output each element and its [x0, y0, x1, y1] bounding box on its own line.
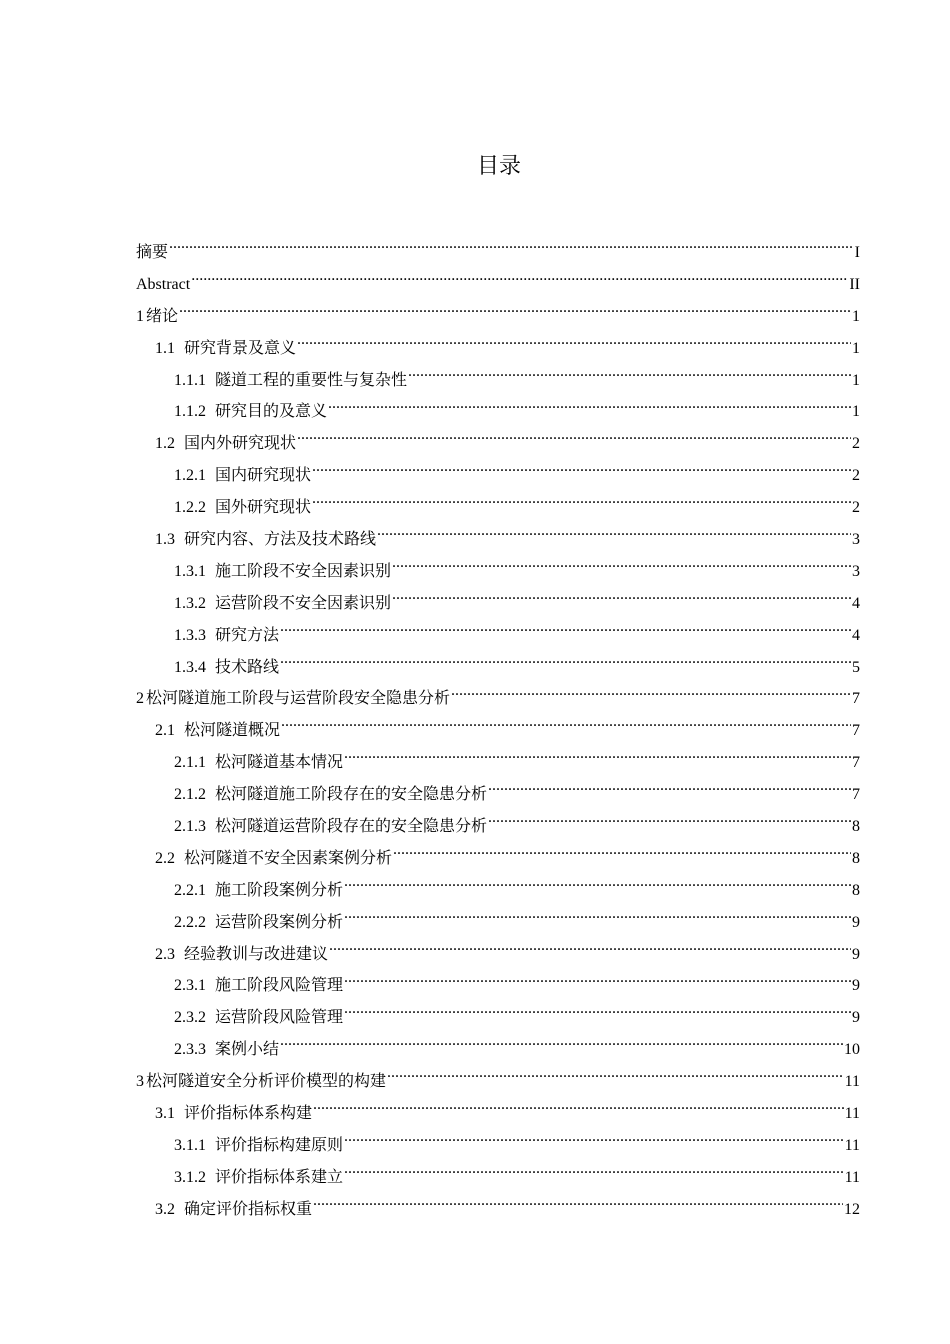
toc-entry-title: 研究方法	[215, 626, 280, 644]
toc-entry-title: 技术路线	[215, 658, 280, 676]
toc-entry-page-number: 2	[852, 435, 860, 453]
toc-entry-number: 2.1.1	[174, 754, 206, 772]
toc-entry[interactable]	[136, 396, 860, 428]
dot-leader	[377, 528, 851, 544]
toc-entry-title: 国外研究现状	[215, 499, 312, 517]
toc-entry-page-number: 3	[852, 562, 860, 580]
toc-entry-number: 2.1.2	[174, 786, 206, 804]
toc-entry-title: 隧道工程的重要性与复杂性	[215, 371, 408, 389]
dot-leader	[488, 815, 851, 831]
dot-leader	[344, 1134, 844, 1150]
toc-entry[interactable]	[136, 428, 860, 460]
toc-entry-page-number: 4	[852, 594, 860, 612]
toc-entry-title: 经验教训与改进建议	[184, 945, 329, 963]
toc-entry[interactable]	[136, 652, 860, 684]
toc-entry[interactable]	[136, 747, 860, 779]
toc-entry-number: 2.3.3	[174, 1041, 206, 1059]
toc-entry-number: 1.1	[155, 339, 175, 357]
toc-entry-page-number: 4	[852, 626, 860, 644]
toc-entry[interactable]	[136, 1194, 860, 1226]
toc-entry[interactable]	[136, 333, 860, 365]
dot-leader	[329, 943, 851, 959]
toc-entry[interactable]	[136, 301, 860, 333]
toc-entry-number: 1.2.1	[174, 467, 206, 485]
dot-leader	[191, 273, 848, 289]
toc-entry-page-number: 9	[852, 945, 860, 963]
toc-entry[interactable]	[136, 1002, 860, 1034]
toc-entry-page-number: 1	[852, 307, 860, 325]
toc-entry[interactable]	[136, 1098, 860, 1130]
toc-entry-page-number: 7	[852, 786, 860, 804]
toc-entry-title: 评价指标体系构建	[184, 1105, 313, 1123]
dot-leader	[408, 369, 851, 385]
toc-entry-page-number: 11	[844, 1073, 860, 1091]
toc-entry[interactable]	[136, 811, 860, 843]
toc-entry-page-number: 1	[852, 371, 860, 389]
toc-entry-title: 案例小结	[215, 1041, 280, 1059]
toc-entry-title: 评价指标构建原则	[215, 1136, 344, 1154]
toc-entry-number: 1.2	[155, 435, 175, 453]
toc-entry-title: 运营阶段风险管理	[215, 1009, 344, 1027]
dot-leader	[281, 719, 851, 735]
dot-leader	[392, 592, 851, 608]
toc-entry[interactable]	[136, 237, 860, 269]
toc-entry-page-number: 1	[852, 339, 860, 357]
toc-entry-number: 2.2.2	[174, 913, 206, 931]
dot-leader	[280, 1038, 843, 1054]
toc-entry-title: 研究目的及意义	[215, 403, 328, 421]
dot-leader	[387, 1070, 844, 1086]
toc-entry[interactable]	[136, 843, 860, 875]
dot-leader	[313, 1102, 844, 1118]
dot-leader	[297, 432, 851, 448]
toc-entry[interactable]	[136, 1162, 860, 1194]
dot-leader	[169, 241, 854, 257]
toc-entry-page-number: 7	[852, 690, 860, 708]
toc-entry-title: 施工阶段不安全因素识别	[215, 562, 392, 580]
toc-entry-number: 2.3.2	[174, 1009, 206, 1027]
dot-leader	[280, 656, 851, 672]
toc-entry-page-number: 5	[852, 658, 860, 676]
toc-entry-number: 3	[136, 1073, 144, 1091]
toc-entry[interactable]	[136, 715, 860, 747]
toc-entry-page-number: 7	[852, 722, 860, 740]
dot-leader	[297, 337, 851, 353]
toc-entry-page-number: 3	[852, 531, 860, 549]
toc-entry-page-number: 8	[852, 881, 860, 899]
toc-entry-number: 1.3.4	[174, 658, 206, 676]
toc-entry[interactable]	[136, 939, 860, 971]
toc-entry-page-number: 7	[852, 754, 860, 772]
toc-entry-title: 松河隧道概况	[184, 722, 281, 740]
toc-entry[interactable]	[136, 365, 860, 397]
dot-leader	[179, 305, 851, 321]
toc-entry-number: 2.3.1	[174, 977, 206, 995]
toc-entry-title: 确定评价指标权重	[184, 1200, 313, 1218]
toc-entry-title: 国内研究现状	[215, 467, 312, 485]
toc-entry-number: 2.2	[155, 849, 175, 867]
toc-entry[interactable]	[136, 588, 860, 620]
toc-entry-number: 1.3.2	[174, 594, 206, 612]
toc-entry-title: 施工阶段案例分析	[215, 881, 344, 899]
toc-entry-number: 2.2.1	[174, 881, 206, 899]
toc-entry-page-number: 10	[844, 1041, 860, 1059]
toc-entry-number: 2	[136, 690, 144, 708]
toc-entry-number: 3.2	[155, 1200, 175, 1218]
toc-entry-page-number: 2	[852, 499, 860, 517]
toc-entry[interactable]	[136, 492, 860, 524]
dot-leader	[344, 751, 851, 767]
toc-entry-title: 松河隧道施工阶段与运营阶段安全隐患分析	[146, 690, 451, 708]
toc-entry-page-number: 11	[844, 1105, 860, 1123]
toc-entry-title: 摘要	[136, 244, 169, 261]
toc-entry-page-number: 1	[852, 403, 860, 421]
toc-entry-title: 松河隧道安全分析评价模型的构建	[146, 1073, 387, 1091]
toc-entry[interactable]	[136, 1130, 860, 1162]
dot-leader	[393, 847, 851, 863]
toc-entry-page-number: 9	[852, 1009, 860, 1027]
toc-entry-title: 松河隧道施工阶段存在的安全隐患分析	[215, 786, 488, 804]
toc-entry-page-number: 11	[844, 1168, 860, 1186]
toc-entry-number: 1.1.2	[174, 403, 206, 421]
page-title: 目录	[476, 154, 521, 179]
toc-entry-number: 3.1	[155, 1105, 175, 1123]
dot-leader	[488, 783, 851, 799]
toc-entry-page-number: 8	[852, 818, 860, 836]
toc-entry[interactable]	[136, 1034, 860, 1066]
dot-leader	[313, 1198, 843, 1214]
toc-entry-number: 1.3	[155, 531, 175, 549]
toc-entry-title: 国内外研究现状	[184, 435, 297, 453]
toc-entry-number: 1	[136, 307, 144, 325]
toc-entry-page-number: 11	[844, 1136, 860, 1154]
toc-entry-title: 施工阶段风险管理	[215, 977, 344, 995]
dot-leader	[344, 1166, 844, 1182]
toc-entry-number: 1.3.3	[174, 626, 206, 644]
toc-entry-number: 3.1.2	[174, 1168, 206, 1186]
toc-entry-title: 评价指标体系建立	[215, 1168, 344, 1186]
toc-entry[interactable]	[136, 779, 860, 811]
toc-entry-number: 2.3	[155, 945, 175, 963]
toc-entry[interactable]	[136, 907, 860, 939]
dot-leader	[344, 879, 851, 895]
toc-entry[interactable]	[136, 970, 860, 1002]
dot-leader	[451, 687, 851, 703]
toc-entry[interactable]	[136, 875, 860, 907]
dot-leader	[344, 911, 851, 927]
dot-leader	[312, 496, 851, 512]
toc-entry[interactable]	[136, 620, 860, 652]
toc-entry[interactable]	[136, 269, 860, 301]
toc-entry-page-number: II	[849, 275, 860, 293]
dot-leader	[392, 560, 851, 576]
toc-entry-title: 绪论	[146, 307, 179, 325]
toc-entry-number: 2.1.3	[174, 818, 206, 836]
toc-entry-title: Abstract	[136, 275, 191, 293]
toc-entry-title: 松河隧道不安全因素案例分析	[184, 849, 393, 867]
toc-entry-page-number: 12	[844, 1200, 860, 1218]
toc-entry-title: 运营阶段不安全因素识别	[215, 594, 392, 612]
toc-entry-number: 1.2.2	[174, 499, 206, 517]
dot-leader	[280, 624, 851, 640]
toc-entry-page-number: 2	[852, 467, 860, 485]
toc-entry-title: 松河隧道基本情况	[215, 754, 344, 772]
toc-entry[interactable]	[136, 460, 860, 492]
toc-entry[interactable]	[136, 524, 860, 556]
toc-entry[interactable]	[136, 556, 860, 588]
toc-entry-number: 3.1.1	[174, 1136, 206, 1154]
toc-entry-page-number: 9	[852, 977, 860, 995]
toc-entry-number: 2.1	[155, 722, 175, 740]
dot-leader	[312, 464, 851, 480]
dot-leader	[344, 1006, 851, 1022]
toc-entry[interactable]	[136, 1066, 860, 1098]
toc-entry-page-number: 9	[852, 913, 860, 931]
table-of-contents	[136, 237, 860, 1226]
toc-entry-title: 研究背景及意义	[184, 339, 297, 357]
toc-entry-title: 研究内容、方法及技术路线	[184, 531, 377, 549]
toc-entry-title: 运营阶段案例分析	[215, 913, 344, 931]
toc-entry-number: 1.1.1	[174, 371, 206, 389]
toc-entry-page-number: I	[854, 244, 860, 261]
toc-entry-page-number: 8	[852, 849, 860, 867]
toc-entry-number: 1.3.1	[174, 562, 206, 580]
dot-leader	[328, 400, 851, 416]
toc-entry[interactable]	[136, 683, 860, 715]
dot-leader	[344, 974, 851, 990]
toc-entry-title: 松河隧道运营阶段存在的安全隐患分析	[215, 818, 488, 836]
